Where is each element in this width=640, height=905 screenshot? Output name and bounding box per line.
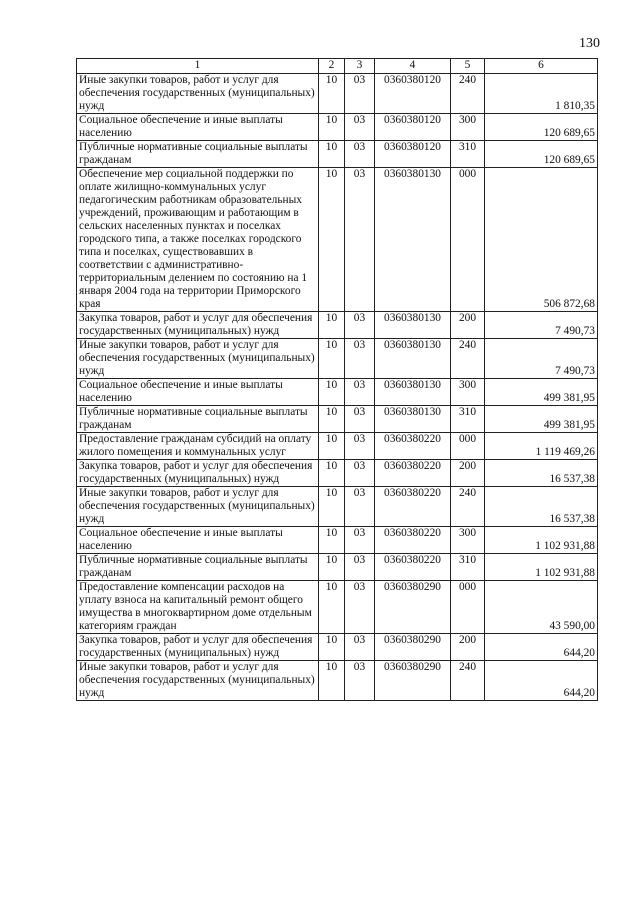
amount: 120 689,65 xyxy=(485,141,598,168)
subsection-code: 03 xyxy=(345,114,375,141)
target-article-code: 0360380120 xyxy=(375,114,451,141)
subsection-code: 03 xyxy=(345,433,375,460)
expense-type-code: 310 xyxy=(451,554,485,581)
section-code: 10 xyxy=(319,339,345,379)
row-name: Социальное обеспечение и иные выплаты населению xyxy=(77,527,319,554)
section-code: 10 xyxy=(319,312,345,339)
row-name: Иные закупки товаров, работ и услуг для обеспечения государственных (муниципальных) нужд xyxy=(77,74,319,114)
amount: 16 537,38 xyxy=(485,460,598,487)
column-header: 6 xyxy=(485,59,598,74)
amount: 7 490,73 xyxy=(485,312,598,339)
subsection-code: 03 xyxy=(345,661,375,701)
expense-type-code: 000 xyxy=(451,581,485,634)
amount: 499 381,95 xyxy=(485,406,598,433)
target-article-code: 0360380130 xyxy=(375,168,451,312)
row-name: Иные закупки товаров, работ и услуг для обеспечения государственных (муниципальных) нужд xyxy=(77,339,319,379)
column-header: 4 xyxy=(375,59,451,74)
table-row xyxy=(77,581,598,634)
expense-type-code: 310 xyxy=(451,141,485,168)
section-code: 10 xyxy=(319,634,345,661)
section-code: 10 xyxy=(319,661,345,701)
subsection-code: 03 xyxy=(345,141,375,168)
subsection-code: 03 xyxy=(345,312,375,339)
column-header: 3 xyxy=(345,59,375,74)
target-article-code: 0360380290 xyxy=(375,661,451,701)
expense-type-code: 300 xyxy=(451,379,485,406)
row-name: Иные закупки товаров, работ и услуг для обеспечения государственных (муниципальных) нужд xyxy=(77,661,319,701)
row-name: Предоставление компенсации расходов на уплату взноса на капитальный ремонт общего имущества в многоквартирном доме отдельным категориям граждан xyxy=(77,581,319,634)
table-row xyxy=(77,74,598,114)
amount: 120 689,65 xyxy=(485,114,598,141)
amount: 1 119 469,26 xyxy=(485,433,598,460)
section-code: 10 xyxy=(319,379,345,406)
row-name: Социальное обеспечение и иные выплаты населению xyxy=(77,114,319,141)
table-row xyxy=(77,661,598,701)
expense-type-code: 300 xyxy=(451,114,485,141)
budget-table xyxy=(76,58,598,701)
expense-type-code: 240 xyxy=(451,74,485,114)
subsection-code: 03 xyxy=(345,527,375,554)
table-row xyxy=(77,634,598,661)
column-header: 2 xyxy=(319,59,345,74)
target-article-code: 0360380220 xyxy=(375,554,451,581)
table-row xyxy=(77,527,598,554)
target-article-code: 0360380120 xyxy=(375,141,451,168)
target-article-code: 0360380290 xyxy=(375,581,451,634)
section-code: 10 xyxy=(319,74,345,114)
row-name: Закупка товаров, работ и услуг для обеспечения государственных (муниципальных) нужд xyxy=(77,634,319,661)
target-article-code: 0360380220 xyxy=(375,460,451,487)
subsection-code: 03 xyxy=(345,406,375,433)
column-header: 5 xyxy=(451,59,485,74)
target-article-code: 0360380220 xyxy=(375,527,451,554)
section-code: 10 xyxy=(319,581,345,634)
amount: 1 102 931,88 xyxy=(485,527,598,554)
amount: 7 490,73 xyxy=(485,339,598,379)
expense-type-code: 240 xyxy=(451,339,485,379)
amount: 644,20 xyxy=(485,661,598,701)
row-name: Обеспечение мер социальной поддержки по оплате жилищно-коммунальных услуг педагогическим работникам образовательных учреждений, проживающим и работающим в сельских населенных пунктах и поселках городского типа, а также поселках городского типа и поселках, существовавших в соответствии с административно-территориальным делением по состоянию на 1 января 2004 года на территории Приморского края xyxy=(77,168,319,312)
row-name: Публичные нормативные социальные выплаты гражданам xyxy=(77,406,319,433)
target-article-code: 0360380130 xyxy=(375,379,451,406)
target-article-code: 0360380220 xyxy=(375,433,451,460)
amount: 506 872,68 xyxy=(485,168,598,312)
target-article-code: 0360380120 xyxy=(375,74,451,114)
expense-type-code: 200 xyxy=(451,312,485,339)
row-name: Закупка товаров, работ и услуг для обеспечения государственных (муниципальных) нужд xyxy=(77,312,319,339)
target-article-code: 0360380130 xyxy=(375,406,451,433)
row-name: Закупка товаров, работ и услуг для обеспечения государственных (муниципальных) нужд xyxy=(77,460,319,487)
subsection-code: 03 xyxy=(345,460,375,487)
expense-type-code: 000 xyxy=(451,168,485,312)
table-row xyxy=(77,141,598,168)
row-name: Публичные нормативные социальные выплаты гражданам xyxy=(77,141,319,168)
expense-type-code: 240 xyxy=(451,487,485,527)
table-row xyxy=(77,460,598,487)
table-row xyxy=(77,433,598,460)
table-row xyxy=(77,114,598,141)
section-code: 10 xyxy=(319,406,345,433)
amount: 1 102 931,88 xyxy=(485,554,598,581)
subsection-code: 03 xyxy=(345,581,375,634)
subsection-code: 03 xyxy=(345,554,375,581)
row-name: Публичные нормативные социальные выплаты гражданам xyxy=(77,554,319,581)
section-code: 10 xyxy=(319,460,345,487)
row-name: Предоставление гражданам субсидий на оплату жилого помещения и коммунальных услуг xyxy=(77,433,319,460)
expense-type-code: 300 xyxy=(451,527,485,554)
section-code: 10 xyxy=(319,554,345,581)
expense-type-code: 310 xyxy=(451,406,485,433)
amount: 499 381,95 xyxy=(485,379,598,406)
expense-type-code: 240 xyxy=(451,661,485,701)
table-row xyxy=(77,554,598,581)
section-code: 10 xyxy=(319,487,345,527)
target-article-code: 0360380130 xyxy=(375,339,451,379)
column-header: 1 xyxy=(77,59,319,74)
expense-type-code: 200 xyxy=(451,634,485,661)
section-code: 10 xyxy=(319,168,345,312)
subsection-code: 03 xyxy=(345,168,375,312)
table-row xyxy=(77,379,598,406)
table-row xyxy=(77,168,598,312)
subsection-code: 03 xyxy=(345,487,375,527)
section-code: 10 xyxy=(319,114,345,141)
subsection-code: 03 xyxy=(345,379,375,406)
row-name: Иные закупки товаров, работ и услуг для обеспечения государственных (муниципальных) нужд xyxy=(77,487,319,527)
expense-type-code: 000 xyxy=(451,433,485,460)
amount: 43 590,00 xyxy=(485,581,598,634)
section-code: 10 xyxy=(319,527,345,554)
subsection-code: 03 xyxy=(345,634,375,661)
table-row xyxy=(77,312,598,339)
table-row xyxy=(77,339,598,379)
target-article-code: 0360380130 xyxy=(375,312,451,339)
section-code: 10 xyxy=(319,433,345,460)
target-article-code: 0360380290 xyxy=(375,634,451,661)
amount: 644,20 xyxy=(485,634,598,661)
target-article-code: 0360380220 xyxy=(375,487,451,527)
section-code: 10 xyxy=(319,141,345,168)
subsection-code: 03 xyxy=(345,339,375,379)
table-body xyxy=(77,74,598,701)
table-row xyxy=(77,487,598,527)
amount: 16 537,38 xyxy=(485,487,598,527)
table-header-row xyxy=(77,59,598,74)
subsection-code: 03 xyxy=(345,74,375,114)
amount: 1 810,35 xyxy=(485,74,598,114)
row-name: Социальное обеспечение и иные выплаты населению xyxy=(77,379,319,406)
table-row xyxy=(77,406,598,433)
page-number: 130 xyxy=(579,36,600,51)
expense-type-code: 200 xyxy=(451,460,485,487)
